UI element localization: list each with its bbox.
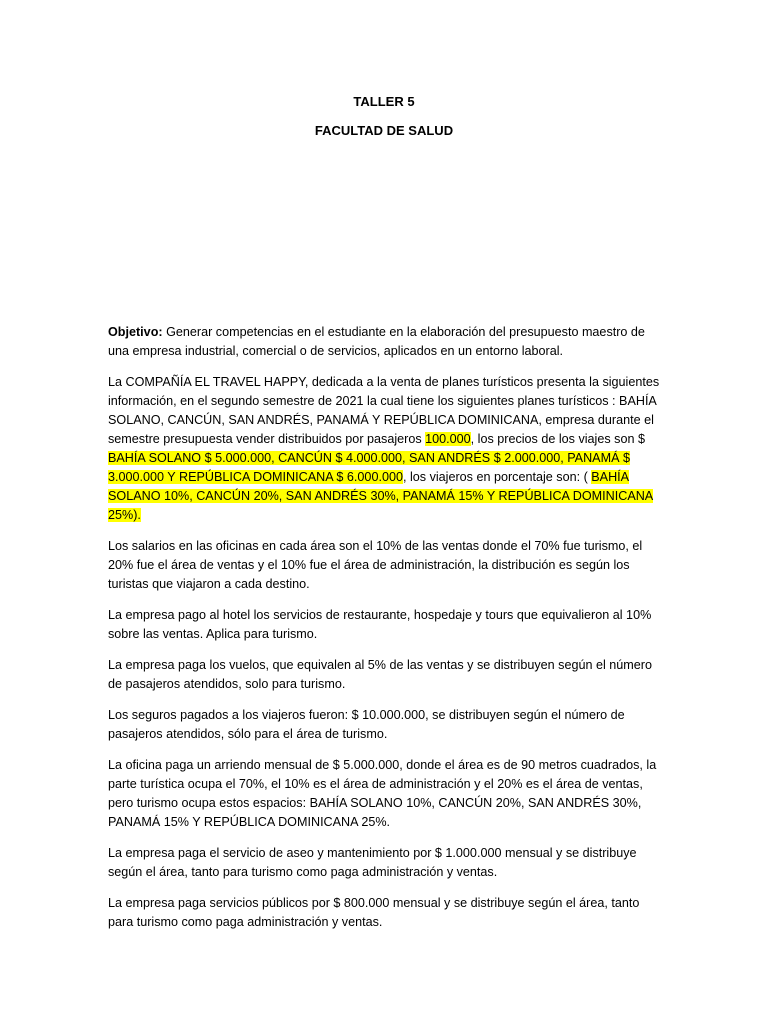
insurance-paragraph: Los seguros pagados a los viajeros fueron: $ 10.000.000, se distribuyen según el número de pasajeros atendidos, sólo para el área de turismo. bbox=[108, 708, 625, 741]
objective-label: Objetivo: bbox=[108, 325, 163, 339]
company-mid-2: , los viajeros en porcentaje son: ( bbox=[402, 470, 592, 484]
document-subtitle: FACULTAD DE SALUD bbox=[314, 123, 454, 138]
company-mid-1: , los precios de los viajes son $ bbox=[470, 432, 645, 446]
document-body bbox=[108, 323, 668, 944]
percentages-highlight: BAHÍA SOLANO 10%, CANCÚN 20%, SAN ANDRÉS 30%, PANAMÁ 15% Y REPÚBLICA DOMINICANA 25%). bbox=[108, 470, 654, 522]
prices-highlight: BAHÍA SOLANO $ 5.000.000, CANCÚN $ 4.000.000, SAN ANDRÉS $ 2.000.000, PANAMÁ $ 3.000.000 Y REPÚBLICA DOMINICANA $ 6.000.000 bbox=[108, 451, 630, 484]
company-paragraph bbox=[108, 373, 668, 525]
salaries-paragraph: Los salarios en las oficinas en cada área son el 10% de las ventas donde el 70% fue turismo, el 20% fue el área de ventas y el 10% fue el área de administración, la distribución es según los turistas que viajaron a cada destino. bbox=[108, 539, 643, 591]
flights-paragraph: La empresa paga los vuelos, que equivalen al 5% de las ventas y se distribuyen según el número de pasajeros atendidos, solo para turismo. bbox=[108, 658, 652, 691]
passengers-highlight: 100.000 bbox=[425, 432, 471, 446]
utilities-paragraph: La empresa paga servicios públicos por $ 800.000 mensual y se distribuye según el área, tanto para turismo como paga administración y ventas. bbox=[108, 896, 640, 929]
company-intro: La COMPAÑÍA EL TRAVEL HAPPY, dedicada a la venta de planes turísticos presenta la siguientes información, en el segundo semestre de 2021 la cual tiene los siguientes planes turísticos : BAHÍA SOLANO, CANCÚN, SAN ANDRÉS, PANAMÁ Y REPÚBLICA DOMINICANA, empresa durante el semestre presupuesta vender distribuidos por pasajeros bbox=[108, 375, 660, 446]
rent-paragraph: La oficina paga un arriendo mensual de $ 5.000.000, donde el área es de 90 metros cuadrados, la parte turística ocupa el 70%, el 10% es el área de administración y el 20% es el área de ventas, pero turismo ocupa estos espacios: BAHÍA SOLANO 10%, CANCÚN 20%, SAN ANDRÉS 30%, PANAMÁ 15% Y REPÚBLICA DOMINICANA 25%. bbox=[108, 758, 657, 829]
objective-paragraph bbox=[108, 323, 668, 361]
objective-text: Generar competencias en el estudiante en la elaboración del presupuesto maestro de una empresa industrial, comercial o de servicios, aplicados en un entorno laboral. bbox=[108, 325, 645, 358]
hotel-paragraph: La empresa pago al hotel los servicios de restaurante, hospedaje y tours que equivalieron al 10% sobre las ventas. Aplica para turismo. bbox=[108, 608, 652, 641]
cleaning-paragraph: La empresa paga el servicio de aseo y mantenimiento por $ 1.000.000 mensual y se distribuye según el área, tanto para turismo como paga administración y ventas. bbox=[108, 846, 637, 879]
document-title: TALLER 5 bbox=[353, 94, 415, 109]
